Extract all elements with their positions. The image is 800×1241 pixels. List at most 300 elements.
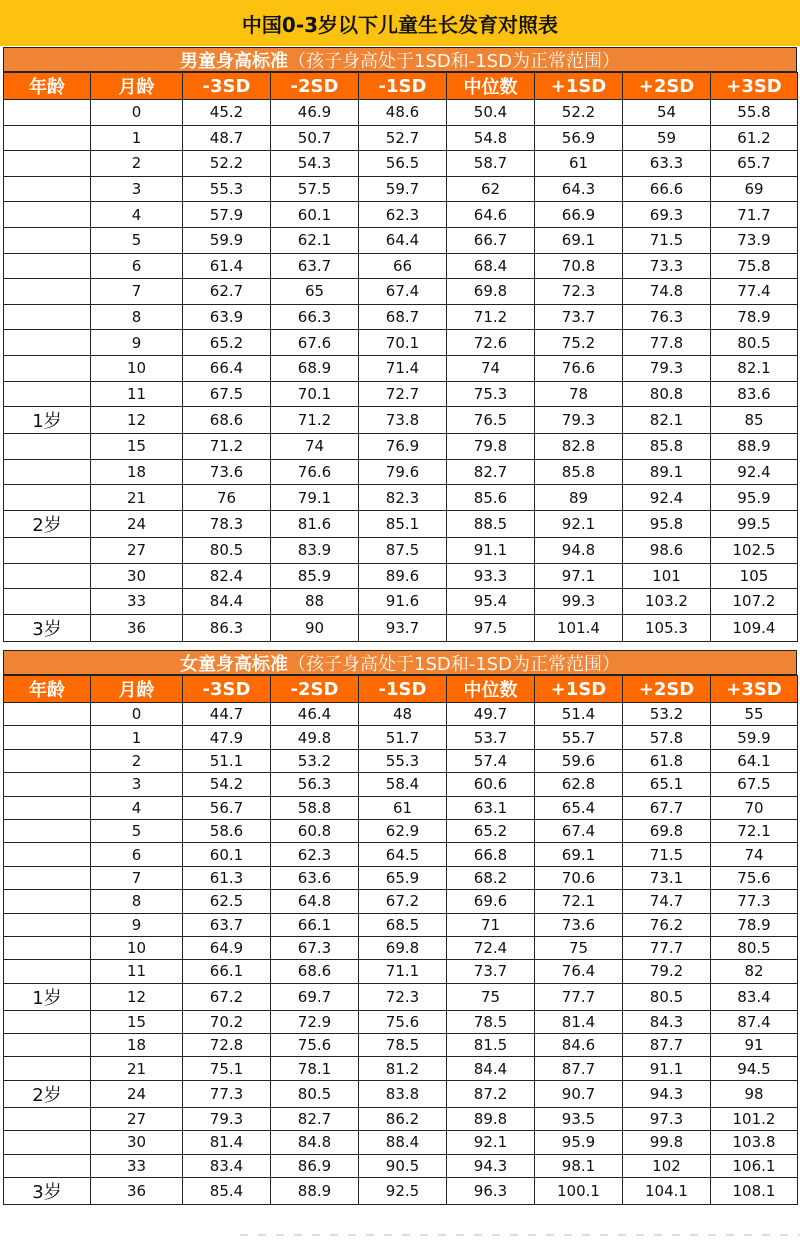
table-row [4,936,798,959]
column-header: 月龄 [91,676,183,703]
value-cell: 68.6 [271,960,359,983]
value-cell: 78 [535,381,623,407]
value-cell: 90 [271,614,359,641]
month-cell: 2 [91,749,183,772]
value-cell: 67.4 [359,279,447,305]
table-row [4,614,798,641]
value-cell: 82.4 [183,563,271,589]
value-cell: 83.9 [271,537,359,563]
age-cell [4,459,91,485]
value-cell: 80.5 [271,1080,359,1107]
value-cell: 67.4 [535,819,623,842]
value-cell: 70 [711,796,798,819]
table-row [4,330,798,356]
value-cell: 98 [711,1080,798,1107]
column-header: 年龄 [4,676,91,703]
table-row [4,749,798,772]
value-cell: 108.1 [711,1178,798,1205]
value-cell: 79.1 [271,485,359,511]
value-cell: 80.8 [623,381,711,407]
value-cell: 88.5 [447,510,535,537]
value-cell: 72.9 [271,1010,359,1033]
value-cell: 94.8 [535,537,623,563]
age-cell [4,866,91,889]
column-header: -2SD [271,676,359,703]
value-cell: 71.7 [711,202,798,228]
age-cell [4,796,91,819]
value-cell: 97.5 [447,614,535,641]
value-cell: 71.2 [183,434,271,460]
value-cell: 102.5 [711,537,798,563]
value-cell: 77.7 [623,936,711,959]
value-cell: 83.6 [711,381,798,407]
month-cell: 7 [91,279,183,305]
value-cell: 45.2 [183,100,271,126]
value-cell: 91.1 [447,537,535,563]
value-cell: 90.5 [359,1154,447,1177]
value-cell: 55.3 [183,176,271,202]
table-row [4,202,798,228]
month-cell: 3 [91,176,183,202]
value-cell: 79.3 [623,355,711,381]
table-row [4,983,798,1010]
table-row [4,485,798,511]
value-cell: 52.2 [183,151,271,177]
value-cell: 51.1 [183,749,271,772]
age-cell [4,960,91,983]
age-cell: 3岁 [4,1178,91,1205]
value-cell: 66.6 [623,176,711,202]
value-cell: 95.9 [711,485,798,511]
table-row [4,125,798,151]
value-cell: 53.7 [447,726,535,749]
value-cell: 82.1 [623,407,711,434]
month-cell: 21 [91,1057,183,1080]
value-cell: 95.8 [623,510,711,537]
value-cell: 75.6 [271,1034,359,1057]
value-cell: 57.5 [271,176,359,202]
boys-table-body [4,100,798,642]
value-cell: 86.9 [271,1154,359,1177]
value-cell: 91 [711,1034,798,1057]
month-cell: 6 [91,843,183,866]
value-cell: 62.5 [183,890,271,913]
age-cell [4,253,91,279]
value-cell: 75.6 [359,1010,447,1033]
age-cell [4,1131,91,1154]
value-cell: 71.4 [359,355,447,381]
value-cell: 98.1 [535,1154,623,1177]
month-cell: 15 [91,434,183,460]
value-cell: 68.6 [183,407,271,434]
month-cell: 5 [91,819,183,842]
value-cell: 72.4 [447,936,535,959]
value-cell: 67.2 [359,890,447,913]
value-cell: 48.6 [359,100,447,126]
value-cell: 69.3 [623,202,711,228]
value-cell: 73.6 [535,913,623,936]
value-cell: 70.1 [271,381,359,407]
value-cell: 58.7 [447,151,535,177]
value-cell: 60.1 [183,843,271,866]
table-row [4,227,798,253]
value-cell: 70.6 [535,866,623,889]
value-cell: 83.4 [711,983,798,1010]
age-cell [4,843,91,866]
value-cell: 92.5 [359,1178,447,1205]
value-cell: 56.7 [183,796,271,819]
value-cell: 80.5 [711,936,798,959]
value-cell: 50.4 [447,100,535,126]
age-cell [4,1010,91,1033]
table-row [4,796,798,819]
value-cell: 69.6 [447,890,535,913]
month-cell: 15 [91,1010,183,1033]
value-cell: 85.9 [271,563,359,589]
value-cell: 73.7 [447,960,535,983]
value-cell: 73.1 [623,866,711,889]
age-cell [4,703,91,726]
age-cell [4,537,91,563]
month-cell: 10 [91,355,183,381]
value-cell: 54.8 [447,125,535,151]
value-cell: 85.4 [183,1178,271,1205]
table-row [4,819,798,842]
value-cell: 81.4 [183,1131,271,1154]
age-cell: 1岁 [4,407,91,434]
month-cell: 5 [91,227,183,253]
value-cell: 63.1 [447,796,535,819]
value-cell: 66.9 [535,202,623,228]
value-cell: 69.8 [447,279,535,305]
value-cell: 72.7 [359,381,447,407]
month-cell: 11 [91,381,183,407]
table-row [4,176,798,202]
table-row [4,589,798,615]
value-cell: 73.9 [711,227,798,253]
value-cell: 47.9 [183,726,271,749]
table-row [4,703,798,726]
value-cell: 71.5 [623,227,711,253]
girls-note: （孩子身高处于1SD和-1SD为正常范围） [288,653,620,675]
value-cell: 72.8 [183,1034,271,1057]
month-cell: 18 [91,1034,183,1057]
month-cell: 33 [91,589,183,615]
value-cell: 82 [711,960,798,983]
table-row [4,866,798,889]
value-cell: 84.3 [623,1010,711,1033]
value-cell: 61.4 [183,253,271,279]
value-cell: 100.1 [535,1178,623,1205]
age-cell [4,485,91,511]
value-cell: 78.9 [711,913,798,936]
month-cell: 11 [91,960,183,983]
value-cell: 82.8 [535,434,623,460]
month-cell: 30 [91,1131,183,1154]
value-cell: 50.7 [271,125,359,151]
month-cell: 27 [91,537,183,563]
value-cell: 81.2 [359,1057,447,1080]
value-cell: 83.4 [183,1154,271,1177]
table-row [4,355,798,381]
month-cell: 21 [91,485,183,511]
value-cell: 76.2 [623,913,711,936]
age-cell [4,202,91,228]
value-cell: 102 [623,1154,711,1177]
value-cell: 109.4 [711,614,798,641]
value-cell: 60.1 [271,202,359,228]
value-cell: 77.4 [711,279,798,305]
value-cell: 59.9 [183,227,271,253]
value-cell: 104.1 [623,1178,711,1205]
age-cell [4,726,91,749]
girls-table-body [4,703,798,1205]
value-cell: 48 [359,703,447,726]
value-cell: 82.3 [359,485,447,511]
value-cell: 70.1 [359,330,447,356]
month-cell: 12 [91,407,183,434]
value-cell: 97.1 [535,563,623,589]
value-cell: 44.7 [183,703,271,726]
value-cell: 49.7 [447,703,535,726]
month-cell: 0 [91,100,183,126]
table-row [4,1034,798,1057]
value-cell: 81.6 [271,510,359,537]
age-cell [4,936,91,959]
value-cell: 74 [711,843,798,866]
value-cell: 86.2 [359,1107,447,1130]
value-cell: 67.5 [183,381,271,407]
column-header: 中位数 [447,73,535,100]
value-cell: 63.3 [623,151,711,177]
value-cell: 62 [447,176,535,202]
value-cell: 73.8 [359,407,447,434]
value-cell: 61.8 [623,749,711,772]
value-cell: 48.7 [183,125,271,151]
value-cell: 55 [711,703,798,726]
value-cell: 101.4 [535,614,623,641]
table-row [4,459,798,485]
footer-strip [0,1228,800,1241]
value-cell: 80.5 [183,537,271,563]
value-cell: 92.4 [623,485,711,511]
month-cell: 33 [91,1154,183,1177]
value-cell: 65.2 [183,330,271,356]
table-row [4,1131,798,1154]
age-cell [4,279,91,305]
value-cell: 98.6 [623,537,711,563]
age-cell [4,330,91,356]
value-cell: 89.1 [623,459,711,485]
value-cell: 71.2 [447,304,535,330]
table-row [4,1178,798,1205]
value-cell: 55.8 [711,100,798,126]
value-cell: 61.2 [711,125,798,151]
age-cell [4,773,91,796]
month-cell: 9 [91,913,183,936]
month-cell: 0 [91,703,183,726]
table-row [4,1154,798,1177]
value-cell: 92.1 [535,510,623,537]
value-cell: 88.9 [711,434,798,460]
value-cell: 107.2 [711,589,798,615]
value-cell: 69 [711,176,798,202]
value-cell: 93.5 [535,1107,623,1130]
value-cell: 88.9 [271,1178,359,1205]
age-cell [4,125,91,151]
value-cell: 69.1 [535,227,623,253]
value-cell: 84.6 [535,1034,623,1057]
month-cell: 2 [91,151,183,177]
table-row [4,1080,798,1107]
value-cell: 78.3 [183,510,271,537]
value-cell: 74 [447,355,535,381]
value-cell: 85.8 [623,434,711,460]
table-row [4,563,798,589]
value-cell: 84.4 [183,589,271,615]
month-cell: 30 [91,563,183,589]
value-cell: 62.7 [183,279,271,305]
value-cell: 75.6 [711,866,798,889]
value-cell: 85 [711,407,798,434]
table-row [4,537,798,563]
age-cell [4,1034,91,1057]
age-cell [4,355,91,381]
value-cell: 92.1 [447,1131,535,1154]
value-cell: 61 [535,151,623,177]
age-cell [4,589,91,615]
value-cell: 78.9 [711,304,798,330]
table-row [4,913,798,936]
age-cell [4,1057,91,1080]
value-cell: 66.8 [447,843,535,866]
value-cell: 93.3 [447,563,535,589]
value-cell: 94.3 [447,1154,535,1177]
value-cell: 101 [623,563,711,589]
month-cell: 27 [91,1107,183,1130]
column-header: +2SD [623,73,711,100]
table-row [4,381,798,407]
value-cell: 64.6 [447,202,535,228]
value-cell: 91.1 [623,1057,711,1080]
value-cell: 87.5 [359,537,447,563]
value-cell: 69.1 [535,843,623,866]
footer-dots [240,1234,800,1236]
value-cell: 71.2 [271,407,359,434]
value-cell: 57.4 [447,749,535,772]
value-cell: 81.5 [447,1034,535,1057]
value-cell: 55.3 [359,749,447,772]
value-cell: 62.3 [359,202,447,228]
value-cell: 56.5 [359,151,447,177]
boys-header-row [4,73,798,100]
value-cell: 73.3 [623,253,711,279]
age-cell: 2岁 [4,1080,91,1107]
value-cell: 58.4 [359,773,447,796]
value-cell: 69.8 [359,936,447,959]
age-cell [4,1107,91,1130]
value-cell: 75.1 [183,1057,271,1080]
month-cell: 10 [91,936,183,959]
value-cell: 77.3 [183,1080,271,1107]
value-cell: 59.6 [535,749,623,772]
value-cell: 68.5 [359,913,447,936]
column-header: 年龄 [4,73,91,100]
girls-header-row [4,676,798,703]
value-cell: 65.9 [359,866,447,889]
table-row [4,253,798,279]
value-cell: 78.5 [359,1034,447,1057]
column-header: +3SD [711,73,798,100]
table-row [4,843,798,866]
value-cell: 75.3 [447,381,535,407]
month-cell: 36 [91,1178,183,1205]
value-cell: 53.2 [271,749,359,772]
month-cell: 24 [91,510,183,537]
boys-note: （孩子身高处于1SD和-1SD为正常范围） [288,50,620,72]
age-cell [4,381,91,407]
month-cell: 6 [91,253,183,279]
month-cell: 1 [91,125,183,151]
value-cell: 85.8 [535,459,623,485]
value-cell: 94.3 [623,1080,711,1107]
month-cell: 4 [91,796,183,819]
value-cell: 54 [623,100,711,126]
table-row [4,960,798,983]
value-cell: 74.8 [623,279,711,305]
age-cell [4,304,91,330]
table-row [4,1107,798,1130]
value-cell: 76.3 [623,304,711,330]
value-cell: 74.7 [623,890,711,913]
value-cell: 66.7 [447,227,535,253]
value-cell: 99.8 [623,1131,711,1154]
value-cell: 99.3 [535,589,623,615]
table-row [4,1010,798,1033]
value-cell: 88.4 [359,1131,447,1154]
value-cell: 99.5 [711,510,798,537]
boys-title: 男童身高标准 [180,50,288,72]
boys-section-title [3,47,797,72]
month-cell: 7 [91,866,183,889]
value-cell: 88 [271,589,359,615]
value-cell: 76.4 [535,960,623,983]
table-row [4,890,798,913]
table-row [4,100,798,126]
value-cell: 89.6 [359,563,447,589]
value-cell: 86.3 [183,614,271,641]
month-cell: 8 [91,304,183,330]
month-cell: 9 [91,330,183,356]
girls-title: 女童身高标准 [180,653,288,675]
value-cell: 65.2 [447,819,535,842]
value-cell: 61 [359,796,447,819]
girls-section-title [3,650,797,675]
value-cell: 80.5 [623,983,711,1010]
month-cell: 12 [91,983,183,1010]
value-cell: 76.6 [535,355,623,381]
table-row [4,434,798,460]
column-header: -1SD [359,676,447,703]
value-cell: 62.8 [535,773,623,796]
value-cell: 105 [711,563,798,589]
value-cell: 60.6 [447,773,535,796]
value-cell: 79.3 [535,407,623,434]
column-header: +3SD [711,676,798,703]
table-row [4,773,798,796]
value-cell: 72.3 [535,279,623,305]
value-cell: 66 [359,253,447,279]
